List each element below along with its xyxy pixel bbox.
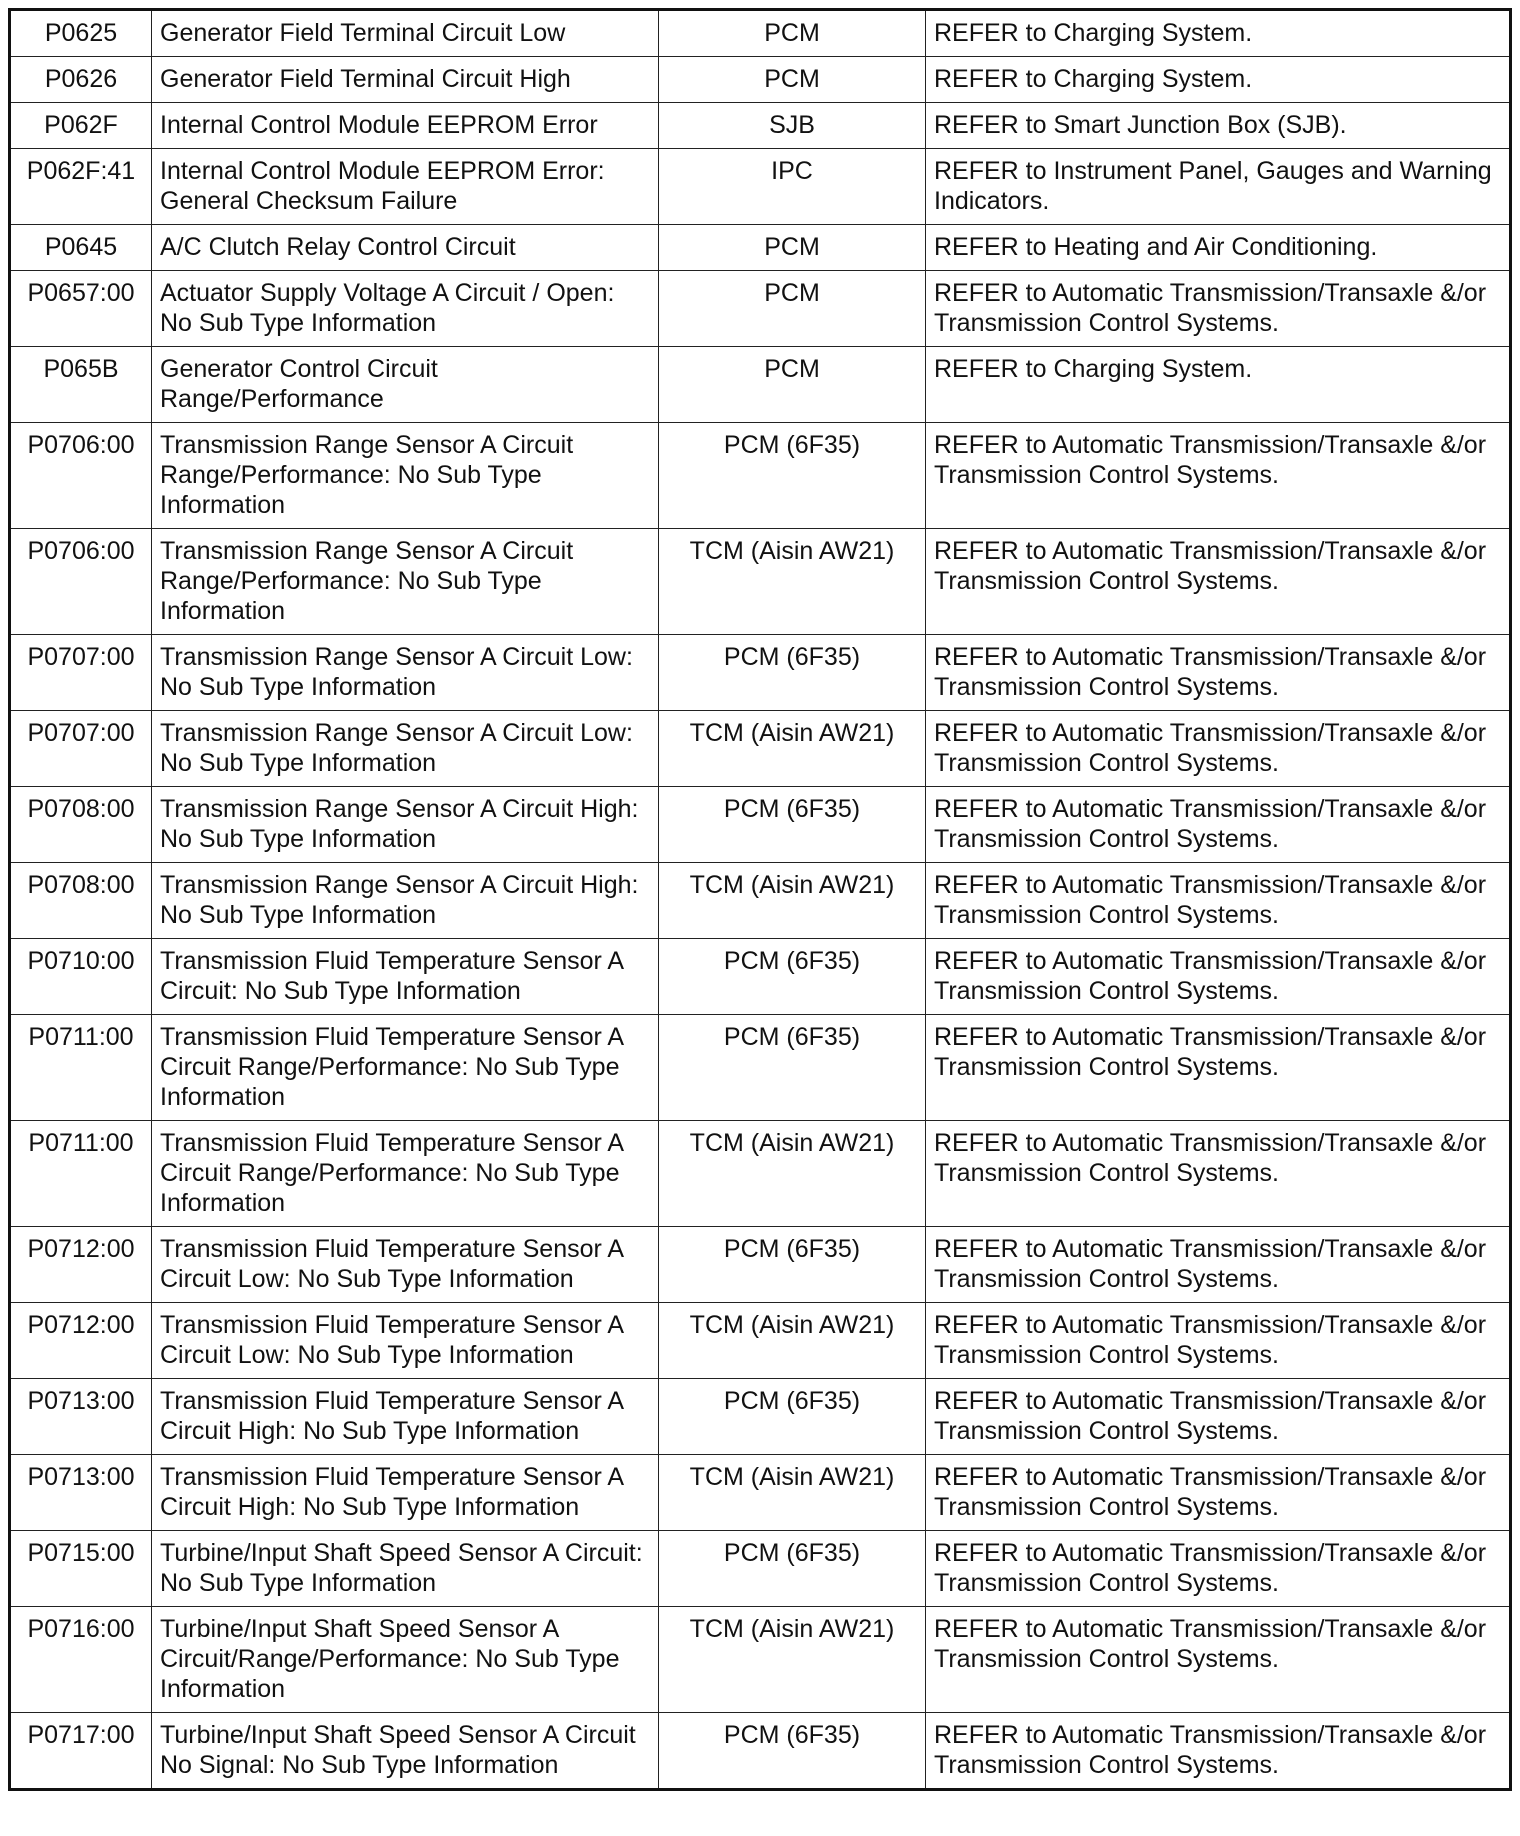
table-row xyxy=(10,1121,1511,1227)
dtc-action-cell: REFER to Charging System. xyxy=(926,10,1511,57)
table-row xyxy=(10,149,1511,225)
dtc-code-cell: P0706:00 xyxy=(10,423,152,529)
table-row xyxy=(10,1455,1511,1531)
dtc-module-cell: PCM (6F35) xyxy=(659,423,926,529)
dtc-code-cell: P0713:00 xyxy=(10,1379,152,1455)
table-row xyxy=(10,939,1511,1015)
dtc-module-cell: IPC xyxy=(659,149,926,225)
dtc-description-cell: Transmission Range Sensor A Circuit High: No Sub Type Information xyxy=(152,863,659,939)
dtc-code-cell: P0713:00 xyxy=(10,1455,152,1531)
dtc-code-cell: P0706:00 xyxy=(10,529,152,635)
table-row xyxy=(10,787,1511,863)
dtc-action-cell: REFER to Automatic Transmission/Transaxle &/or Transmission Control Systems. xyxy=(926,1121,1511,1227)
table-row xyxy=(10,10,1511,57)
dtc-code-cell: P065B xyxy=(10,347,152,423)
dtc-action-cell: REFER to Automatic Transmission/Transaxle &/or Transmission Control Systems. xyxy=(926,787,1511,863)
dtc-description-cell: Transmission Range Sensor A Circuit Low: No Sub Type Information xyxy=(152,635,659,711)
table-row xyxy=(10,225,1511,271)
table-row xyxy=(10,529,1511,635)
dtc-code-cell: P0625 xyxy=(10,10,152,57)
dtc-module-cell: TCM (Aisin AW21) xyxy=(659,1455,926,1531)
dtc-description-cell: Transmission Fluid Temperature Sensor A Circuit Range/Performance: No Sub Type Information xyxy=(152,1015,659,1121)
dtc-module-cell: PCM xyxy=(659,347,926,423)
dtc-action-cell: REFER to Automatic Transmission/Transaxle &/or Transmission Control Systems. xyxy=(926,1455,1511,1531)
dtc-description-cell: Actuator Supply Voltage A Circuit / Open: No Sub Type Information xyxy=(152,271,659,347)
dtc-action-cell: REFER to Instrument Panel, Gauges and Warning Indicators. xyxy=(926,149,1511,225)
dtc-module-cell: PCM (6F35) xyxy=(659,1379,926,1455)
dtc-code-cell: P0657:00 xyxy=(10,271,152,347)
dtc-action-cell: REFER to Automatic Transmission/Transaxle &/or Transmission Control Systems. xyxy=(926,529,1511,635)
dtc-description-cell: Transmission Fluid Temperature Sensor A Circuit High: No Sub Type Information xyxy=(152,1379,659,1455)
dtc-code-cell: P0707:00 xyxy=(10,635,152,711)
dtc-module-cell: TCM (Aisin AW21) xyxy=(659,1303,926,1379)
dtc-description-cell: Transmission Range Sensor A Circuit Low: No Sub Type Information xyxy=(152,711,659,787)
dtc-description-cell: Internal Control Module EEPROM Error: General Checksum Failure xyxy=(152,149,659,225)
dtc-code-cell: P0708:00 xyxy=(10,787,152,863)
dtc-description-cell: Transmission Range Sensor A Circuit Range/Performance: No Sub Type Information xyxy=(152,423,659,529)
dtc-action-cell: REFER to Automatic Transmission/Transaxle &/or Transmission Control Systems. xyxy=(926,1379,1511,1455)
dtc-action-cell: REFER to Automatic Transmission/Transaxle &/or Transmission Control Systems. xyxy=(926,423,1511,529)
table-row xyxy=(10,1303,1511,1379)
dtc-module-cell: PCM xyxy=(659,57,926,103)
dtc-action-cell: REFER to Smart Junction Box (SJB). xyxy=(926,103,1511,149)
table-row xyxy=(10,103,1511,149)
dtc-action-cell: REFER to Charging System. xyxy=(926,347,1511,423)
dtc-module-cell: TCM (Aisin AW21) xyxy=(659,529,926,635)
dtc-module-cell: PCM (6F35) xyxy=(659,1531,926,1607)
dtc-table-body xyxy=(10,10,1511,1790)
dtc-module-cell: TCM (Aisin AW21) xyxy=(659,1121,926,1227)
dtc-table xyxy=(8,8,1512,1791)
dtc-description-cell: Turbine/Input Shaft Speed Sensor A Circuit: No Sub Type Information xyxy=(152,1531,659,1607)
dtc-description-cell: Generator Field Terminal Circuit High xyxy=(152,57,659,103)
table-row xyxy=(10,1713,1511,1790)
table-row xyxy=(10,1015,1511,1121)
dtc-description-cell: Turbine/Input Shaft Speed Sensor A Circuit No Signal: No Sub Type Information xyxy=(152,1713,659,1790)
dtc-code-cell: P0711:00 xyxy=(10,1015,152,1121)
dtc-description-cell: Transmission Range Sensor A Circuit High: No Sub Type Information xyxy=(152,787,659,863)
dtc-module-cell: PCM xyxy=(659,10,926,57)
table-row xyxy=(10,1379,1511,1455)
dtc-module-cell: TCM (Aisin AW21) xyxy=(659,711,926,787)
dtc-code-cell: P0708:00 xyxy=(10,863,152,939)
table-row xyxy=(10,711,1511,787)
dtc-description-cell: Generator Field Terminal Circuit Low xyxy=(152,10,659,57)
dtc-description-cell: Transmission Fluid Temperature Sensor A Circuit Range/Performance: No Sub Type Information xyxy=(152,1121,659,1227)
dtc-module-cell: TCM (Aisin AW21) xyxy=(659,1607,926,1713)
dtc-module-cell: PCM (6F35) xyxy=(659,939,926,1015)
table-row xyxy=(10,1531,1511,1607)
table-row xyxy=(10,1227,1511,1303)
dtc-code-cell: P0711:00 xyxy=(10,1121,152,1227)
dtc-description-cell: Transmission Fluid Temperature Sensor A Circuit Low: No Sub Type Information xyxy=(152,1227,659,1303)
dtc-action-cell: REFER to Automatic Transmission/Transaxle &/or Transmission Control Systems. xyxy=(926,635,1511,711)
dtc-description-cell: A/C Clutch Relay Control Circuit xyxy=(152,225,659,271)
dtc-action-cell: REFER to Automatic Transmission/Transaxle &/or Transmission Control Systems. xyxy=(926,1607,1511,1713)
dtc-description-cell: Transmission Fluid Temperature Sensor A Circuit Low: No Sub Type Information xyxy=(152,1303,659,1379)
dtc-action-cell: REFER to Automatic Transmission/Transaxle &/or Transmission Control Systems. xyxy=(926,1531,1511,1607)
dtc-action-cell: REFER to Automatic Transmission/Transaxle &/or Transmission Control Systems. xyxy=(926,1227,1511,1303)
dtc-code-cell: P0716:00 xyxy=(10,1607,152,1713)
dtc-description-cell: Transmission Range Sensor A Circuit Range/Performance: No Sub Type Information xyxy=(152,529,659,635)
table-row xyxy=(10,863,1511,939)
table-row xyxy=(10,57,1511,103)
dtc-description-cell: Transmission Fluid Temperature Sensor A Circuit High: No Sub Type Information xyxy=(152,1455,659,1531)
dtc-action-cell: REFER to Charging System. xyxy=(926,57,1511,103)
table-row xyxy=(10,635,1511,711)
dtc-action-cell: REFER to Automatic Transmission/Transaxle &/or Transmission Control Systems. xyxy=(926,1303,1511,1379)
dtc-module-cell: PCM (6F35) xyxy=(659,787,926,863)
dtc-module-cell: SJB xyxy=(659,103,926,149)
dtc-code-cell: P0645 xyxy=(10,225,152,271)
table-row xyxy=(10,1607,1511,1713)
dtc-code-cell: P0717:00 xyxy=(10,1713,152,1790)
dtc-module-cell: PCM (6F35) xyxy=(659,1227,926,1303)
dtc-code-cell: P0626 xyxy=(10,57,152,103)
dtc-action-cell: REFER to Heating and Air Conditioning. xyxy=(926,225,1511,271)
dtc-action-cell: REFER to Automatic Transmission/Transaxle &/or Transmission Control Systems. xyxy=(926,939,1511,1015)
dtc-action-cell: REFER to Automatic Transmission/Transaxle &/or Transmission Control Systems. xyxy=(926,863,1511,939)
dtc-module-cell: TCM (Aisin AW21) xyxy=(659,863,926,939)
dtc-description-cell: Transmission Fluid Temperature Sensor A Circuit: No Sub Type Information xyxy=(152,939,659,1015)
dtc-module-cell: PCM (6F35) xyxy=(659,1713,926,1790)
dtc-description-cell: Generator Control Circuit Range/Performance xyxy=(152,347,659,423)
dtc-module-cell: PCM (6F35) xyxy=(659,1015,926,1121)
table-row xyxy=(10,271,1511,347)
dtc-module-cell: PCM xyxy=(659,225,926,271)
table-row xyxy=(10,423,1511,529)
dtc-module-cell: PCM (6F35) xyxy=(659,635,926,711)
table-row xyxy=(10,347,1511,423)
dtc-table-page xyxy=(8,8,1512,1791)
dtc-code-cell: P0712:00 xyxy=(10,1303,152,1379)
dtc-description-cell: Turbine/Input Shaft Speed Sensor A Circuit/Range/Performance: No Sub Type Information xyxy=(152,1607,659,1713)
dtc-code-cell: P062F:41 xyxy=(10,149,152,225)
dtc-action-cell: REFER to Automatic Transmission/Transaxle &/or Transmission Control Systems. xyxy=(926,271,1511,347)
dtc-action-cell: REFER to Automatic Transmission/Transaxle &/or Transmission Control Systems. xyxy=(926,711,1511,787)
dtc-code-cell: P0710:00 xyxy=(10,939,152,1015)
dtc-code-cell: P0712:00 xyxy=(10,1227,152,1303)
dtc-description-cell: Internal Control Module EEPROM Error xyxy=(152,103,659,149)
dtc-module-cell: PCM xyxy=(659,271,926,347)
dtc-code-cell: P0707:00 xyxy=(10,711,152,787)
dtc-code-cell: P0715:00 xyxy=(10,1531,152,1607)
dtc-action-cell: REFER to Automatic Transmission/Transaxle &/or Transmission Control Systems. xyxy=(926,1713,1511,1790)
dtc-action-cell: REFER to Automatic Transmission/Transaxle &/or Transmission Control Systems. xyxy=(926,1015,1511,1121)
dtc-code-cell: P062F xyxy=(10,103,152,149)
